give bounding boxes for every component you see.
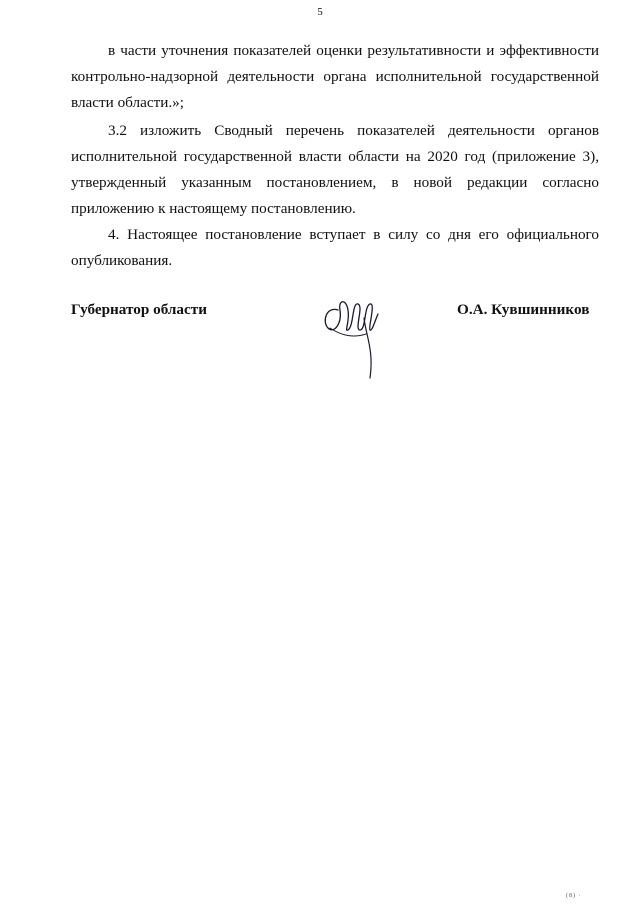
- page-number: 5: [317, 6, 323, 18]
- handwritten-signature: [318, 288, 388, 380]
- signatory-name: О.А. Кувшинников: [457, 301, 590, 318]
- paragraph-clause-end: в части уточнения показателей оценки результативности и эффективности контрольно-надзорной деятельности органа исполнительной государственной власти области.»;: [71, 42, 599, 111]
- paragraph-item-4: 4. Настоящее постановление вступает в силу со дня его официального опубликования.: [71, 226, 599, 269]
- footer-mark: (8) ·: [566, 893, 582, 899]
- paragraph-item-3-2: 3.2 изложить Сводный перечень показателей деятельности органов исполнительной государственной власти области на 2020 год (приложение 3), утвержденный указанным постановлением, в новой редакции согласно приложению к настоящему постановлению.: [71, 122, 599, 217]
- signatory-title: Губернатор области: [71, 301, 207, 318]
